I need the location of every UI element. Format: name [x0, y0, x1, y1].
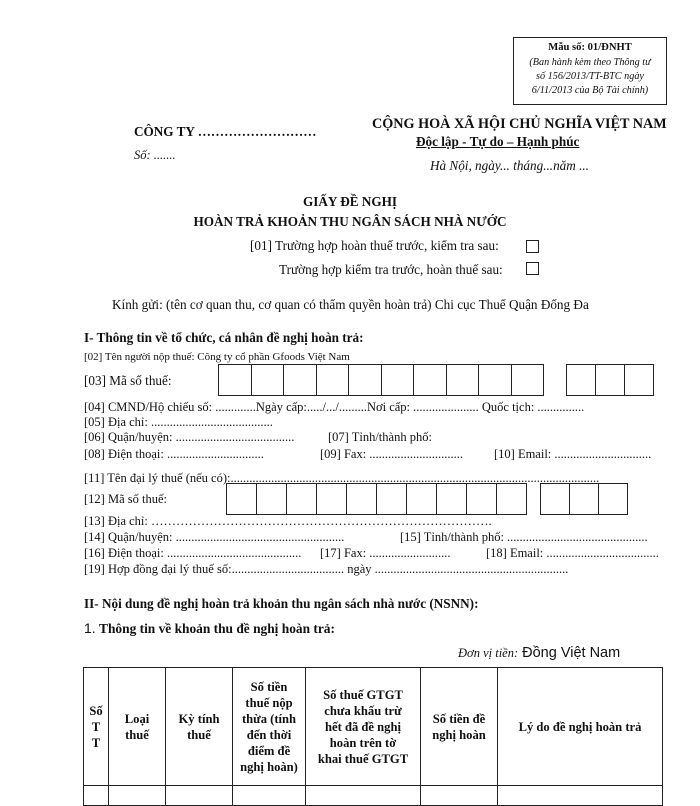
republic-title: CỘNG HOÀ XÃ HỘI CHỦ NGHĨA VIỆT NAM [372, 116, 667, 132]
currency-label: Đơn vị tiền: [458, 646, 519, 660]
doc-title-line1: GIẤY ĐỀ NGHỊ [302, 194, 398, 209]
taxpayer-name: [02] Tên người nộp thuế: Công ty cổ phần Gfoods Việt Nam [84, 351, 350, 363]
section2-heading: II- Nội dung đề nghị hoàn trả khoản thu ngân sách nhà nước (NSNN): [84, 596, 479, 611]
form-note-line3: 6/11/2013 của Bộ Tài chính) [531, 85, 649, 96]
section2-subheading [84, 620, 335, 637]
option-check-before-refund: Trường hợp kiểm tra trước, hoàn thuế sau: [279, 262, 503, 277]
agent-tax-code-digit-box[interactable] [570, 484, 599, 514]
agent-tax-code-digit-box[interactable] [257, 484, 287, 514]
option-refund-before-check: [01] Trường hợp hoàn thuế trước, kiểm tra sau: [250, 238, 499, 253]
company-name: CÔNG TY ……………………… [134, 124, 317, 139]
table-cell[interactable] [498, 786, 663, 806]
checkbox-refund-before-check[interactable] [526, 240, 539, 253]
agent-tax-code-digit-box[interactable] [287, 484, 317, 514]
agent-fax-line: [17] Fax: .......................... [320, 546, 451, 560]
district-line: [06] Quận/huyện: ...................................... [84, 430, 295, 444]
table-cell[interactable] [306, 786, 421, 806]
tax-code-digit-box[interactable] [447, 365, 480, 395]
agent-address-line: [13] Địa chỉ: ………………………………………………………………………. [84, 514, 492, 528]
table-cell[interactable] [109, 786, 166, 806]
agent-tax-code-digit-box[interactable] [599, 484, 628, 514]
agent-district-line: [14] Quận/huyện: ...................................................... [84, 530, 345, 544]
tax-code-digit-box[interactable] [382, 365, 415, 395]
tax-code-digit-box[interactable] [596, 365, 625, 395]
agent-phone-line: [16] Điện thoại: ........................................... [84, 546, 302, 560]
tax-code-digit-box[interactable] [512, 365, 545, 395]
subheading-text: Thông tin về khoản thu đề nghị hoàn trả: [99, 621, 335, 636]
table-cell[interactable] [84, 786, 109, 806]
tax-code-digit-box[interactable] [284, 365, 317, 395]
agent-tax-code-digit-box[interactable] [467, 484, 497, 514]
col-header-tax-period: Kỳ tính thuế [166, 668, 233, 786]
agent-tax-code-digit-box[interactable] [541, 484, 570, 514]
form-note-line2: số 156/2013/TT-BTC ngày [536, 71, 644, 82]
agent-email-line: [18] Email: .................................... [486, 546, 659, 560]
agent-tax-code-boxes[interactable] [226, 483, 527, 515]
province-line: [07] Tỉnh/thành phố: [328, 430, 432, 444]
checkbox-check-before-refund[interactable] [526, 262, 539, 275]
id-card-line: [04] CMND/Hộ chiếu số: .............Ngày cấp:...../.../.........Nơi cấp: ..................... Quốc tịch: ............... [84, 400, 585, 414]
tax-code-digit-box[interactable] [567, 365, 596, 395]
agent-tax-code-digit-box[interactable] [227, 484, 257, 514]
tax-code-label: [03] Mã số thuế: [84, 373, 172, 388]
agent-tax-code-digit-box[interactable] [437, 484, 467, 514]
agent-tax-code-digit-box[interactable] [347, 484, 377, 514]
table-cell[interactable] [421, 786, 498, 806]
agent-tax-code-suffix-boxes[interactable] [540, 483, 628, 515]
recipient-line: Kính gửi: (tên cơ quan thu, cơ quan có thẩm quyền hoàn trả) Chi cục Thuế Quận Đống Đa [112, 297, 589, 312]
agent-tax-code-digit-box[interactable] [317, 484, 347, 514]
tax-agent-name-line: [11] Tên đại lý thuế (nếu có):...................................................................................................................... [84, 471, 600, 485]
table-cell[interactable] [166, 786, 233, 806]
table-header-row [84, 668, 663, 786]
tax-code-digit-box[interactable] [219, 365, 252, 395]
col-header-tax-type: Loại thuế [109, 668, 166, 786]
subheading-number: 1. [84, 620, 96, 636]
col-header-overpaid-amount: Số tiền thuế nộp thừa (tính đến thời điểm đề nghị hoàn) [233, 668, 306, 786]
currency-unit [458, 644, 620, 662]
national-motto: Độc lập - Tự do – Hạnh phúc [416, 134, 580, 149]
form-note-line1: (Ban hành kèm theo Thông tư [529, 57, 651, 68]
refund-items-table [83, 667, 663, 806]
fax-line: [09] Fax: .............................. [320, 447, 464, 461]
doc-title-line2: HOÀN TRẢ KHOẢN THU NGÂN SÁCH NHÀ NƯỚC [193, 214, 507, 229]
tax-code-digit-box[interactable] [349, 365, 382, 395]
col-header-no: Số T T [84, 668, 109, 786]
tax-code-digit-box[interactable] [414, 365, 447, 395]
agent-tax-code-digit-box[interactable] [497, 484, 527, 514]
phone-line: [08] Điện thoại: ............................... [84, 447, 264, 461]
tax-code-digit-box[interactable] [479, 365, 512, 395]
agent-province-line: [15] Tỉnh/thành phố: ............................................. [400, 530, 648, 544]
col-header-vat-uncredited: Số thuế GTGT chưa khấu trừ hết đã đề nghị hoàn trên tờ khai thuế GTGT [306, 668, 421, 786]
document-number: Số: ....... [134, 148, 176, 162]
tax-code-digit-box[interactable] [625, 365, 654, 395]
agent-tax-code-digit-box[interactable] [377, 484, 407, 514]
tax-code-suffix-boxes[interactable] [566, 364, 654, 396]
table-cell[interactable] [233, 786, 306, 806]
email-line: [10] Email: ............................... [494, 447, 652, 461]
section1-heading: I- Thông tin về tổ chức, cá nhân đề nghị hoàn trả: [84, 330, 364, 345]
form-number: Mẫu số: 01/ĐNHT [548, 42, 632, 53]
tax-code-boxes[interactable] [218, 364, 544, 396]
tax-code-digit-box[interactable] [317, 365, 350, 395]
col-header-refund-amount: Số tiền đề nghị hoàn [421, 668, 498, 786]
place-date: Hà Nội, ngày... tháng...năm ... [430, 158, 589, 173]
table-row [84, 786, 663, 806]
address-line: [05] Địa chỉ: ....................................... [84, 415, 273, 429]
col-header-refund-reason: Lý do đề nghị hoàn trả [498, 668, 663, 786]
form-stamp-box [513, 37, 667, 105]
tax-code-digit-box[interactable] [252, 365, 285, 395]
currency-value: Đồng Việt Nam [522, 645, 621, 661]
agent-tax-code-digit-box[interactable] [407, 484, 437, 514]
agent-contract-line: [19] Hợp đồng đại lý thuế số:.................................... ngày .............................................................. [84, 562, 569, 576]
agent-tax-code-label: [12] Mã số thuế: [84, 492, 167, 506]
